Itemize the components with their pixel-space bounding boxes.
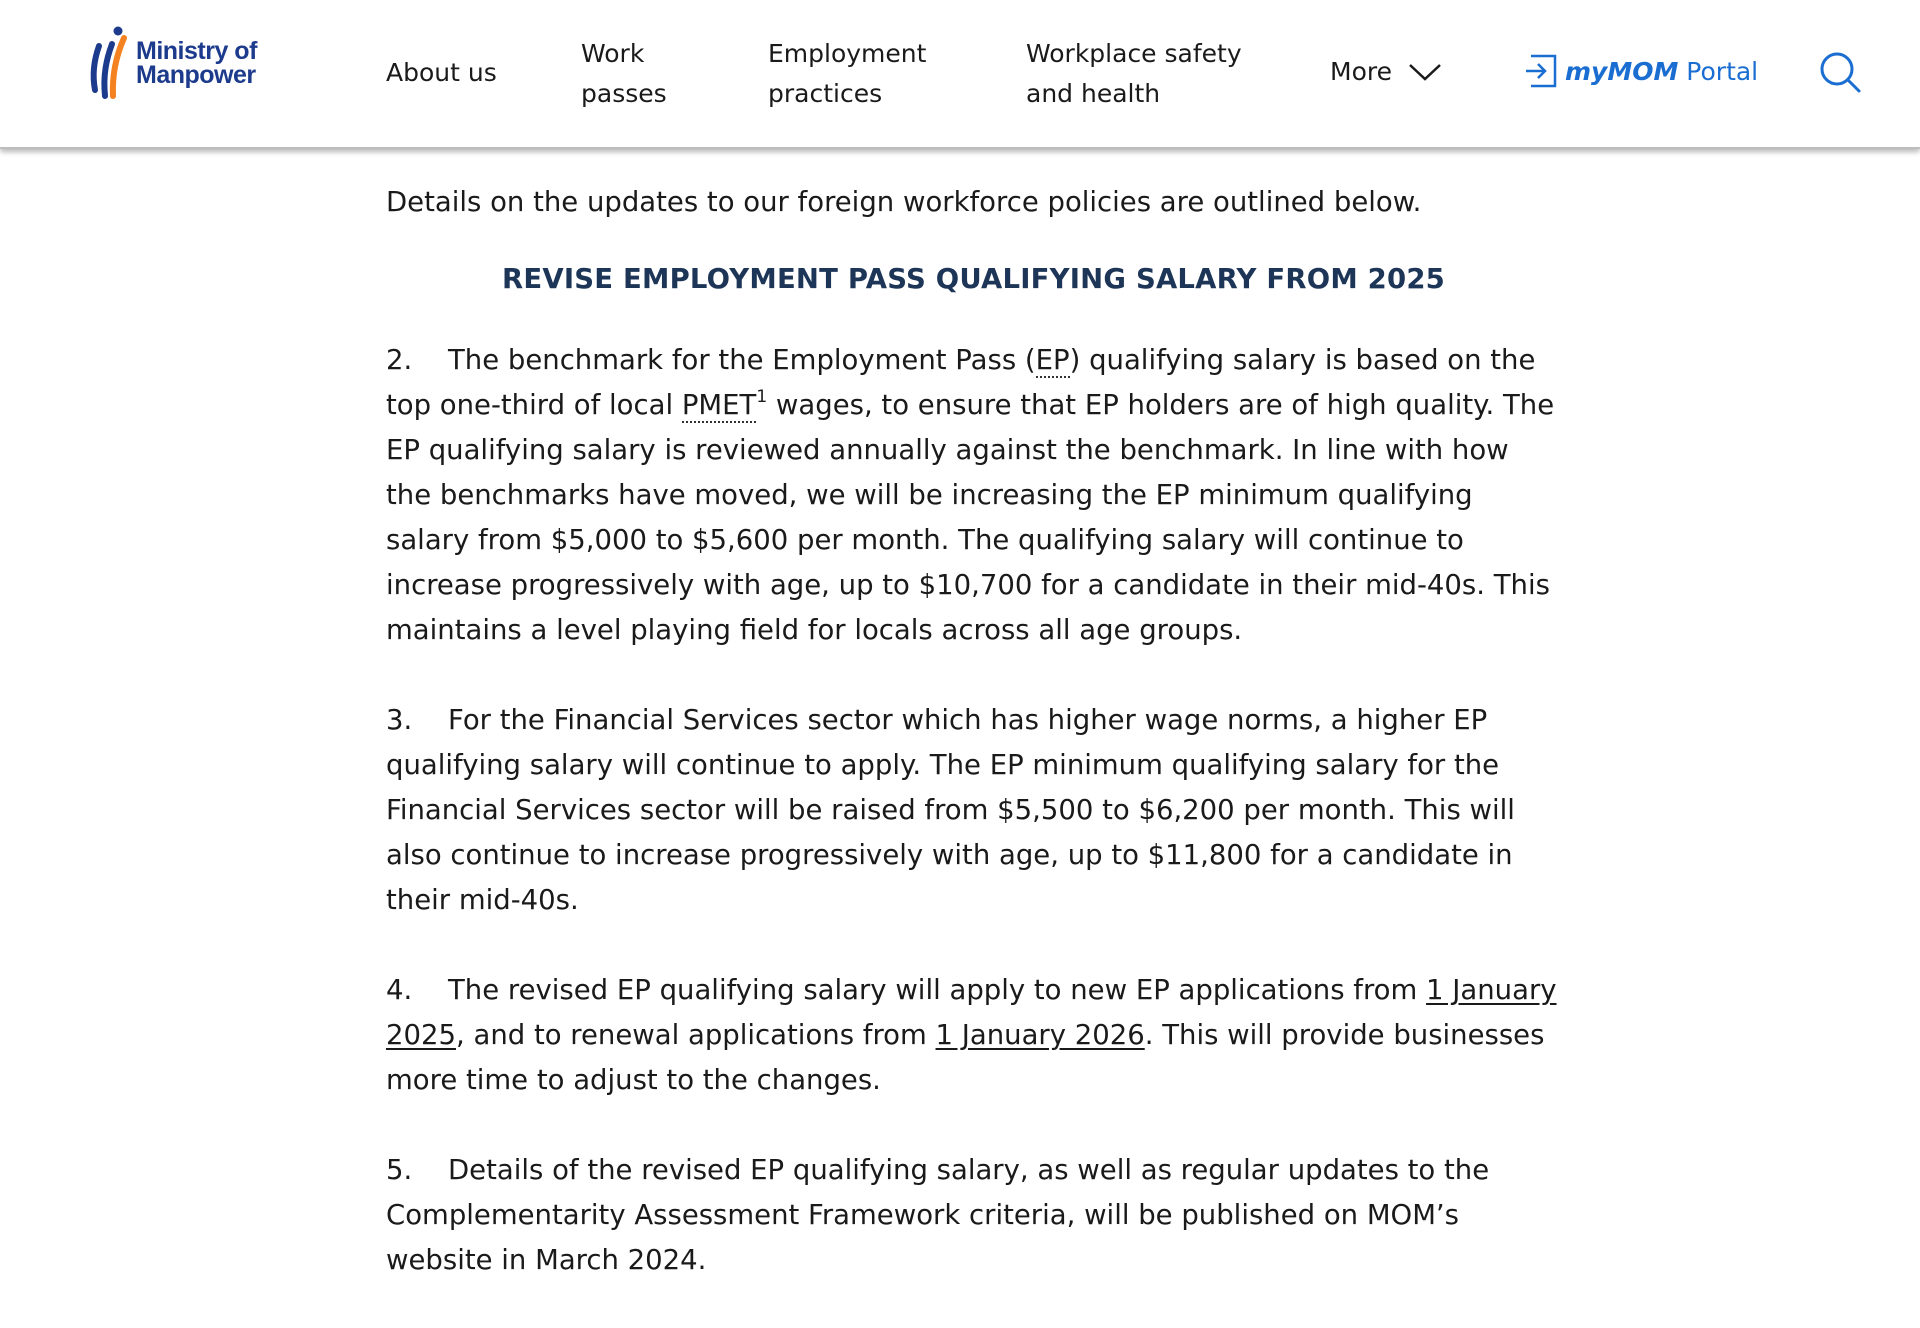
paragraph-5 (386, 1148, 1561, 1283)
paragraph-3 (386, 698, 1561, 923)
article-body (386, 180, 1561, 1328)
paragraph-2 (386, 338, 1561, 653)
paragraph-number: 4. (386, 974, 413, 1006)
portal-label-prefix: myMOM (1565, 56, 1679, 86)
paragraph-2-text-c: wages, to ensure that EP holders are of high quality. The EP qualifying salary is reviewed annually against the benchmark. In line with how the benchmarks have moved, we will be increasing the EP minimum qualifying salary from $5,000 to $5,600 per month. The qualifying salary will continue to increase progressively with age, up to $10,700 for a candidate in their mid-40s. This maintains a level playing field for locals across all age groups. (386, 389, 1555, 646)
nav-work-passes[interactable]: Work passes (581, 39, 667, 108)
paragraph-number: 3. (386, 704, 413, 736)
logo-wordmark (136, 39, 257, 87)
paragraph-3-text: For the Financial Services sector which has higher wage norms, a higher EP qualifying salary will continue to apply. The EP minimum qualifying salary for the Financial Services sector will be raised from $5,500 to $6,200 per month. This will also continue to increase progressively with age, up to $11,800 for a candidate in their mid-40s. (386, 704, 1515, 916)
logo-line-1: Ministry of (136, 37, 257, 65)
logo-line-2: Manpower (136, 61, 256, 89)
paragraph-4-text-a: The revised EP qualifying salary will apply to new EP applications from (448, 974, 1427, 1006)
paragraph-number: 5. (386, 1154, 413, 1186)
abbr-ep[interactable]: EP (1035, 344, 1070, 376)
paragraph-4-text-b: , and to renewal applications from (456, 1019, 936, 1051)
nav-more-label: More (1330, 57, 1392, 86)
portal-label-suffix: Portal (1678, 56, 1759, 86)
footnote-ref-1[interactable]: 1 (756, 386, 768, 407)
abbr-pmet[interactable]: PMET (681, 389, 757, 421)
date-link-2026[interactable]: 1 January 2026 (935, 1019, 1145, 1051)
paragraph-2-text-b: ) qualifying salary is based on the top one-third of local (386, 344, 1536, 421)
nav-workplace-safety-health[interactable]: Workplace safety and health (1026, 39, 1242, 108)
mom-logo[interactable] (86, 24, 257, 102)
paragraph-5-text: Details of the revised EP qualifying salary, as well as regular updates to the Complementarity Assessment Framework criteria, will be published on MOM’s website in March 2024. (386, 1154, 1490, 1276)
nav-more-button[interactable] (1330, 52, 1442, 92)
date-link-2025[interactable]: 1 January 2025 (386, 974, 1557, 1051)
intro-text: Details on the updates to our foreign workforce policies are outlined below. (386, 186, 1422, 218)
paragraph-4-text-c: . This will provide businesses more time to adjust to the changes. (386, 1019, 1545, 1096)
site-header (0, 0, 1920, 149)
login-icon (1525, 50, 1561, 92)
nav-employment-practices[interactable]: Employment practices (768, 39, 927, 108)
paragraph-number: 2. (386, 344, 413, 376)
mymom-portal-link[interactable] (1525, 50, 1758, 92)
chevron-down-icon (1408, 62, 1442, 82)
nav-about-us[interactable]: About us (386, 58, 497, 87)
mom-logo-mark-icon (86, 24, 132, 102)
section-heading: REVISE EMPLOYMENT PASS QUALIFYING SALARY FROM 2025 (501, 263, 1446, 295)
paragraph-2-text-a: The benchmark for the Employment Pass ( (448, 344, 1036, 376)
paragraph-4 (386, 968, 1561, 1103)
search-icon[interactable] (1818, 50, 1862, 94)
